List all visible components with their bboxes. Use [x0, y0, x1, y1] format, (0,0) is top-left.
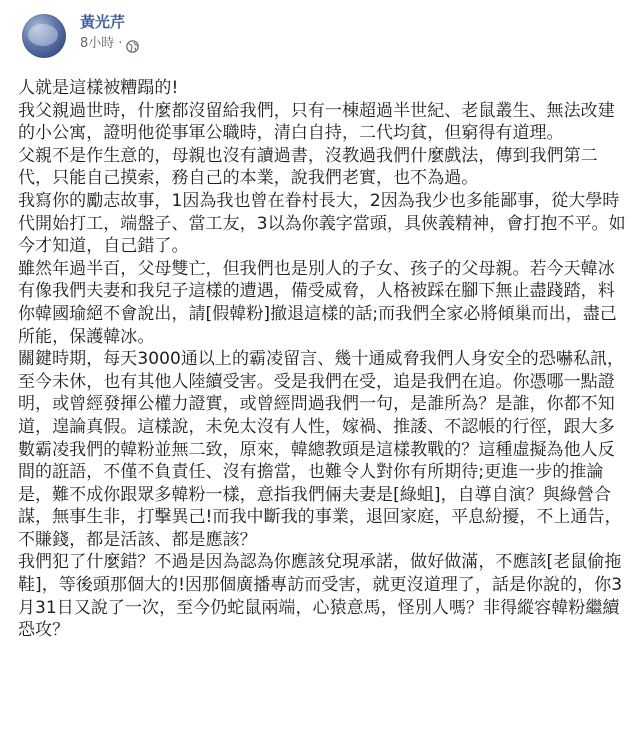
post-paragraph: 我寫你的勵志故事，1因為我也曾在眷村長大，2因為我少也多能鄙事，從大學時代開始打工，端盤子、當工友，3以為你義字當頭，具俠義精神，會打抱不平。如今才知道，自己錯了。: [18, 190, 626, 257]
author-avatar[interactable]: [22, 14, 66, 58]
post-paragraph: 人就是這樣被糟蹋的!: [18, 78, 179, 98]
post-content: [18, 77, 630, 642]
author-name[interactable]: 黃光芹: [80, 13, 126, 31]
globe-icon[interactable]: [126, 38, 139, 51]
post-paragraph: 我們犯了什麼錯？不過是因為認為你應該兌現承諾，做好做滿，不應該[老鼠偷拖鞋]，等後頭那個大的!因那個廣播專訪而受害，就更沒道理了，話是你說的，你3月31日又說了一次，至今仍蛇鼠兩端，心猿意馬，怪別人嗎？非得縱容韓粉繼續恐攻？: [18, 552, 623, 641]
post-paragraph: 雖然年過半百，父母雙亡，但我們也是別人的子女、孩子的父母親。若今天韓冰有像我們夫妻和我兒子這樣的遭遇，備受威脅，人格被踩在腳下無止盡踐踏，料你韓國瑜絕不會說出，請[假韓粉]撤退這樣的話;而我們全家必將傾巢而出，盡己所能，保護韓冰。: [18, 258, 617, 347]
post-paragraph: 關鍵時期，每天3000通以上的霸凌留言、幾十通威脅我們人身安全的恐嚇私訊，至今未休，也有其他人陸續受害。受是我們在受，追是我們在追。你憑哪一點證明，或曾經發揮公權力證實，或曾經問過我們一句，是誰所為？是誰，你都不知道，遑論真假。這樣說，未免太沒有人性，嫁禍、推諉、不認帳的行徑，跟大多數霸凌我們的韓粉並無二致，原來，韓總教頭是這樣教戰的？這種虛擬為他人反間的誑語，不僅不負責任、沒有擔當，也難令人對你有所期待;更進一步的推論是，難不成你跟眾多韓粉一樣，意指我們倆夫妻是[綠蛆]，自導自演？與綠營合謀，無事生非，打擊異己!而我中斷我的事業，退回家庭，平息紛擾，不上通告，不賺錢，都是活該、都是應該？: [18, 349, 625, 550]
post-paragraph: 父親不是作生意的，母親也沒有讀過書，沒教過我們什麼戲法，傳到我們第二代，只能自己摸索，務自己的本業，說我們老實，也不為過。: [18, 145, 598, 189]
post-meta: [80, 12, 380, 52]
post-timestamp[interactable]: 8小時: [80, 36, 115, 51]
post-time-row: [80, 36, 380, 52]
separator-dot: ·: [118, 36, 123, 51]
post-paragraph: 我父親過世時，什麼都沒留給我們，只有一棟超過半世紀、老鼠叢生、無法改建的小公寓，證明他從事軍公職時，清白自持，二代均貧，但窮得有道理。: [18, 100, 615, 144]
